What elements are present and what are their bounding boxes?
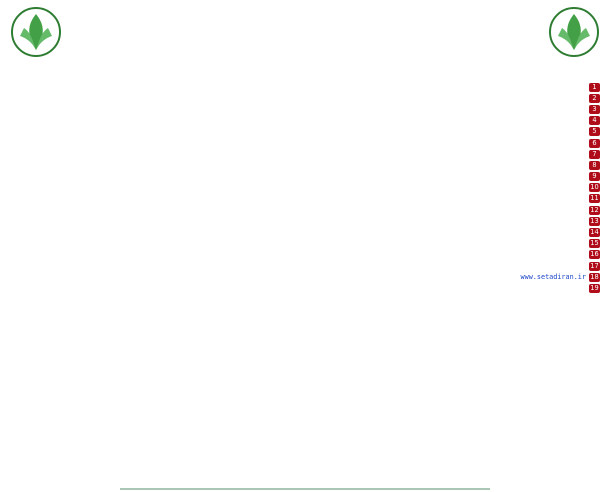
clause — [10, 160, 600, 170]
clause — [10, 116, 600, 126]
clause — [10, 104, 600, 114]
clause — [10, 138, 600, 148]
clause-number: 10 — [590, 183, 599, 192]
clause — [10, 261, 600, 271]
clause-text — [10, 250, 586, 260]
clause — [10, 239, 600, 249]
clause-number: 9 — [589, 172, 600, 181]
clause-number: 16 — [590, 250, 599, 259]
signature-line — [0, 460, 610, 488]
municipality-emblem-icon — [548, 6, 600, 58]
clause-number: 5 — [589, 127, 600, 136]
clause — [10, 283, 600, 293]
clause — [10, 183, 600, 193]
clause — [10, 194, 600, 204]
clause-number: 17 — [590, 261, 599, 270]
notice-clauses — [8, 82, 602, 294]
clause-text — [10, 239, 586, 249]
clause-text — [10, 272, 586, 282]
clause-number: 7 — [589, 150, 600, 159]
clause — [10, 272, 600, 282]
clause-number: 4 — [589, 116, 600, 125]
signature-underline — [120, 488, 490, 490]
clause-number: 8 — [589, 161, 600, 170]
notice-title — [68, 10, 542, 56]
clause-text — [10, 216, 586, 226]
clause — [10, 227, 600, 237]
clause-text — [10, 127, 586, 137]
clause-text — [10, 183, 586, 193]
clause-text — [10, 82, 586, 92]
clause-text — [10, 160, 586, 170]
clause-text — [10, 138, 586, 148]
clause — [10, 127, 600, 137]
clause-number: 6 — [589, 139, 600, 148]
clause-text — [10, 261, 586, 271]
clause — [10, 205, 600, 215]
clause-text — [10, 104, 586, 114]
clause-text — [10, 194, 586, 204]
clause-number: 14 — [590, 228, 599, 237]
clause-number: 13 — [590, 216, 599, 225]
clause — [10, 250, 600, 260]
clause-text — [10, 227, 586, 237]
clause-text — [10, 149, 586, 159]
clause — [10, 82, 600, 92]
clause-text — [10, 283, 586, 293]
clause — [10, 149, 600, 159]
notice-intro — [8, 60, 602, 82]
clause — [10, 93, 600, 103]
clause-text — [10, 172, 586, 182]
municipality-emblem-icon — [10, 6, 62, 58]
clause-text — [10, 93, 586, 103]
website-link[interactable]: www.setadiran.ir — [520, 273, 586, 282]
notice-header — [8, 6, 602, 60]
clause — [10, 216, 600, 226]
clause-number: 15 — [590, 239, 599, 248]
clause-number: 19 — [590, 283, 599, 292]
clause — [10, 172, 600, 182]
clause-number: 18 — [590, 272, 599, 281]
clause-number: 12 — [590, 205, 599, 214]
clause-text — [10, 205, 586, 215]
clause-number: 3 — [589, 105, 600, 114]
clause-text — [10, 116, 586, 126]
clause-number: 11 — [590, 194, 599, 203]
clause-number: 2 — [589, 94, 600, 103]
clause-number: 1 — [589, 83, 600, 92]
